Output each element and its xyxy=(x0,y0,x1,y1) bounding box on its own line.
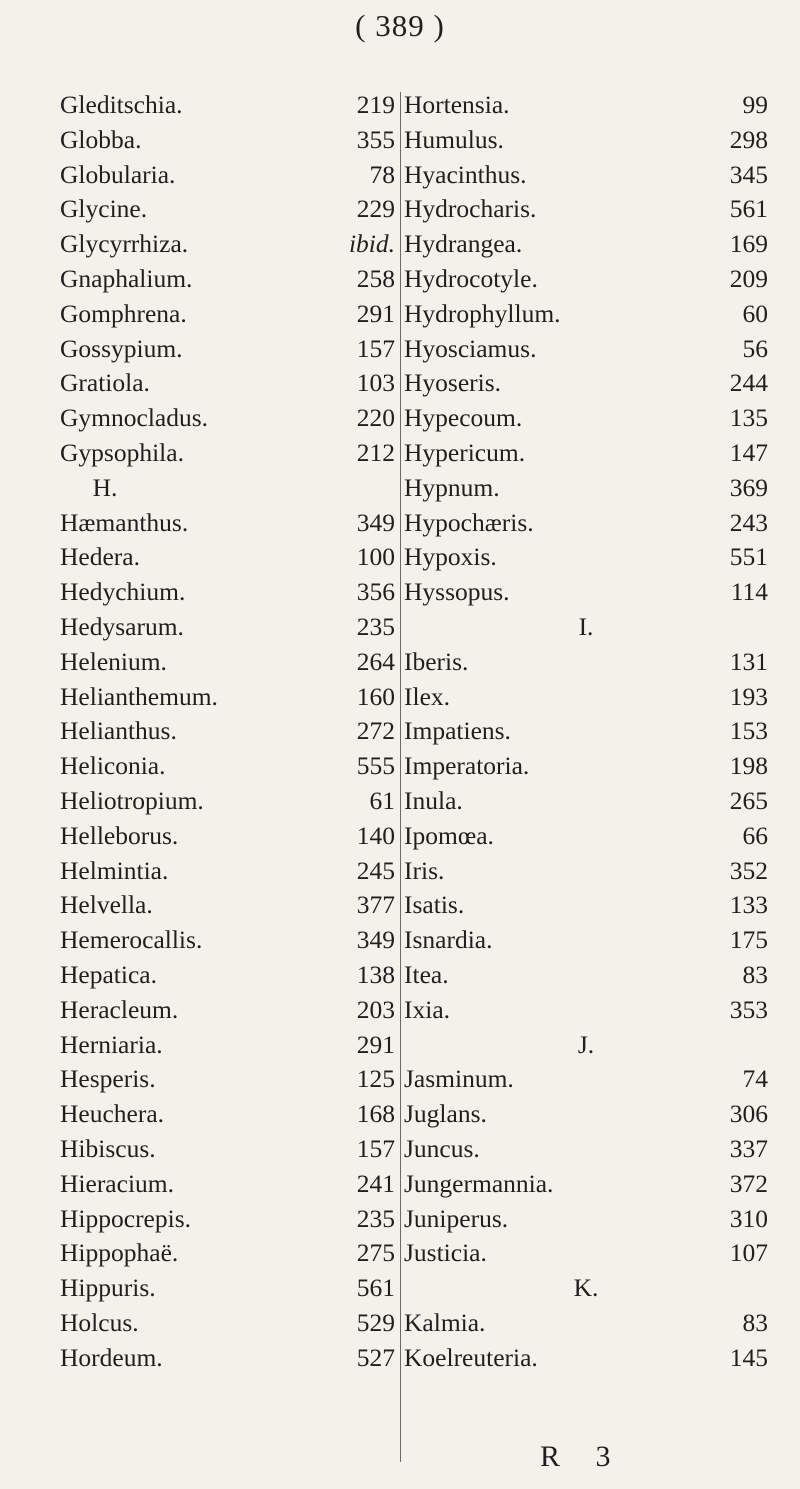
index-entry xyxy=(60,1236,395,1271)
page-reference: 160 xyxy=(356,681,395,711)
page-reference: 349 xyxy=(356,507,395,537)
page-reference: 245 xyxy=(356,855,395,885)
genus-name: Hippuris. xyxy=(60,1273,156,1303)
index-entry xyxy=(60,192,395,227)
index-entry xyxy=(60,1341,395,1376)
genus-name: Koelreuteria. xyxy=(404,1342,538,1372)
genus-name: Hypochæris. xyxy=(404,507,534,537)
page-reference: 529 xyxy=(356,1307,395,1337)
page-reference: ibid. xyxy=(348,229,395,259)
page-reference: 114 xyxy=(730,577,768,607)
genus-name: Heuchera. xyxy=(60,1099,165,1129)
genus-name: Helleborus. xyxy=(60,820,179,850)
page-reference: 74 xyxy=(742,1064,768,1094)
page-reference: 306 xyxy=(729,1099,768,1129)
index-entry xyxy=(404,1132,768,1167)
page-reference: 561 xyxy=(729,194,768,224)
page-reference: 193 xyxy=(729,681,768,711)
genus-name: Juncus. xyxy=(404,1133,480,1163)
page-reference: 369 xyxy=(729,472,768,502)
genus-name: Humulus. xyxy=(404,124,504,154)
index-entry xyxy=(404,749,768,784)
genus-name: Heliotropium. xyxy=(60,785,204,815)
genus-name: Ilex. xyxy=(404,681,451,711)
index-entry xyxy=(60,227,395,262)
genus-name: Hyoseris. xyxy=(404,368,502,398)
page-reference: 258 xyxy=(356,263,395,293)
genus-name: Imperatoria. xyxy=(404,751,530,781)
page-reference: 203 xyxy=(356,994,395,1024)
page-reference: 147 xyxy=(729,437,768,467)
page-reference: 103 xyxy=(356,368,395,398)
page-reference: 241 xyxy=(356,1168,395,1198)
genus-name: Hyacinthus. xyxy=(404,159,527,189)
index-entry xyxy=(404,123,768,158)
index-entry xyxy=(404,958,768,993)
page-reference: 153 xyxy=(729,716,768,746)
index-entry xyxy=(404,506,768,541)
page-reference: 56 xyxy=(742,333,768,363)
page-reference: 527 xyxy=(356,1342,395,1372)
index-entry xyxy=(60,262,395,297)
genus-name: Gossypium. xyxy=(60,333,183,363)
genus-name: Hydrangea. xyxy=(404,229,523,259)
section-letter: H. xyxy=(92,472,118,502)
page-reference: 229 xyxy=(356,194,395,224)
genus-name: Hydrophyllum. xyxy=(404,298,561,328)
signature-mark: R 3 xyxy=(540,1440,625,1473)
page-reference: 352 xyxy=(729,855,768,885)
page-reference: 235 xyxy=(356,1203,395,1233)
index-entry xyxy=(60,1028,395,1063)
index-entry xyxy=(404,401,768,436)
page-reference: 60 xyxy=(742,298,768,328)
index-entry xyxy=(60,575,395,610)
genus-name: Gnaphalium. xyxy=(60,263,193,293)
genus-name: Helenium. xyxy=(60,646,167,676)
genus-name: Hordeum. xyxy=(60,1342,163,1372)
page-reference: 133 xyxy=(729,890,768,920)
genus-name: Hedera. xyxy=(60,542,140,572)
index-entry xyxy=(404,1097,768,1132)
page-reference: 551 xyxy=(729,542,768,572)
index-entry xyxy=(404,540,768,575)
page-reference: 157 xyxy=(356,1133,395,1163)
page-reference: 349 xyxy=(356,925,395,955)
page-reference: 100 xyxy=(356,542,395,572)
genus-name: Helvella. xyxy=(60,890,153,920)
index-entry xyxy=(60,749,395,784)
genus-name: Heliconia. xyxy=(60,751,166,781)
page-reference: 168 xyxy=(356,1099,395,1129)
genus-name: Hæmanthus. xyxy=(60,507,189,537)
genus-name: Juniperus. xyxy=(404,1203,509,1233)
genus-name: Hemerocallis. xyxy=(60,925,203,955)
page-reference: 131 xyxy=(729,646,768,676)
page-reference: 66 xyxy=(742,820,768,850)
index-entry xyxy=(404,1306,768,1341)
index-entry xyxy=(60,297,395,332)
index-entry xyxy=(404,471,768,506)
page-reference: 145 xyxy=(729,1342,768,1372)
index-entry xyxy=(60,610,395,645)
page-reference: 356 xyxy=(356,577,395,607)
page-reference: 138 xyxy=(356,959,395,989)
index-entry xyxy=(60,714,395,749)
right-index-column xyxy=(404,88,768,1375)
section-letter-header xyxy=(404,1271,768,1306)
page-reference: 61 xyxy=(369,785,395,815)
genus-name: Globba. xyxy=(60,124,142,154)
index-entry xyxy=(404,297,768,332)
index-entry xyxy=(60,401,395,436)
index-entry xyxy=(60,540,395,575)
genus-name: Hyosciamus. xyxy=(404,333,537,363)
page-reference: 561 xyxy=(356,1273,395,1303)
index-entry xyxy=(404,158,768,193)
page-reference: 291 xyxy=(356,1029,395,1059)
index-entry xyxy=(60,332,395,367)
page-reference: 198 xyxy=(729,751,768,781)
index-entry xyxy=(60,436,395,471)
page-number: ( 389 ) xyxy=(355,8,445,43)
genus-name: Gomphrena. xyxy=(60,298,187,328)
genus-name: Jungermannia. xyxy=(404,1168,554,1198)
genus-name: Hydrocharis. xyxy=(404,194,537,224)
index-entry xyxy=(404,993,768,1028)
page-reference: 135 xyxy=(729,403,768,433)
index-entry xyxy=(404,262,768,297)
genus-name: Hieracium. xyxy=(60,1168,174,1198)
page-reference: 353 xyxy=(729,994,768,1024)
index-entry xyxy=(404,88,768,123)
genus-name: Hypecoum. xyxy=(404,403,523,433)
page-reference: 175 xyxy=(729,925,768,955)
page-reference: 169 xyxy=(729,229,768,259)
index-entry xyxy=(404,1236,768,1271)
genus-name: Hepatica. xyxy=(60,959,157,989)
genus-name: Kalmia. xyxy=(404,1307,486,1337)
index-entry xyxy=(60,680,395,715)
page-reference: 355 xyxy=(356,124,395,154)
page-reference: 291 xyxy=(356,298,395,328)
genus-name: Helmintia. xyxy=(60,855,169,885)
index-entry xyxy=(404,366,768,401)
genus-name: Ipomœa. xyxy=(404,820,494,850)
genus-name: Gratiola. xyxy=(60,368,150,398)
index-entry xyxy=(60,1306,395,1341)
index-entry xyxy=(404,227,768,262)
section-letter-header xyxy=(60,471,395,506)
column-divider xyxy=(400,92,401,1462)
genus-name: Hesperis. xyxy=(60,1064,156,1094)
genus-name: Jasminum. xyxy=(404,1064,514,1094)
section-letter: K. xyxy=(573,1273,599,1303)
page-reference: 157 xyxy=(356,333,395,363)
index-entry xyxy=(60,366,395,401)
index-entry xyxy=(60,1202,395,1237)
page-reference: 377 xyxy=(356,890,395,920)
page-reference: 83 xyxy=(742,1307,768,1337)
index-entry xyxy=(60,1167,395,1202)
genus-name: Hippophaë. xyxy=(60,1238,179,1268)
genus-name: Hyssopus. xyxy=(404,577,510,607)
genus-name: Isnardia. xyxy=(404,925,493,955)
page-reference: 345 xyxy=(729,159,768,189)
page-reference: 107 xyxy=(729,1238,768,1268)
genus-name: Hortensia. xyxy=(404,90,510,119)
genus-name: Herniaria. xyxy=(60,1029,163,1059)
index-entry xyxy=(404,1202,768,1237)
index-entry xyxy=(404,784,768,819)
page-reference: 265 xyxy=(729,785,768,815)
page-reference: 212 xyxy=(356,437,395,467)
genus-name: Hypoxis. xyxy=(404,542,497,572)
page-reference: 298 xyxy=(729,124,768,154)
page-reference: 125 xyxy=(356,1064,395,1094)
page-reference: 83 xyxy=(742,959,768,989)
genus-name: Impatiens. xyxy=(404,716,511,746)
index-entry xyxy=(60,854,395,889)
page-reference: 140 xyxy=(356,820,395,850)
index-entry xyxy=(60,819,395,854)
genus-name: Helianthus. xyxy=(60,716,177,746)
genus-name: Hippocrepis. xyxy=(60,1203,192,1233)
genus-name: Hedychium. xyxy=(60,577,186,607)
page-reference: 372 xyxy=(729,1168,768,1198)
genus-name: Juglans. xyxy=(404,1099,487,1129)
genus-name: Iberis. xyxy=(404,646,469,676)
index-entry xyxy=(404,575,768,610)
page-reference: 555 xyxy=(356,751,395,781)
page-reference: 337 xyxy=(729,1133,768,1163)
index-entry xyxy=(60,993,395,1028)
index-entry xyxy=(404,192,768,227)
genus-name: Heracleum. xyxy=(60,994,179,1024)
genus-name: Gleditschia. xyxy=(60,90,183,119)
index-entry xyxy=(60,958,395,993)
section-letter-header xyxy=(404,610,768,645)
index-entry xyxy=(404,819,768,854)
index-entry xyxy=(60,1271,395,1306)
index-entry xyxy=(404,923,768,958)
page-reference: 244 xyxy=(729,368,768,398)
index-entry xyxy=(60,1132,395,1167)
index-entry xyxy=(60,123,395,158)
index-entry xyxy=(404,436,768,471)
index-entry xyxy=(60,888,395,923)
genus-name: Glycyrrhiza. xyxy=(60,229,189,259)
page-reference: 310 xyxy=(729,1203,768,1233)
genus-name: Hypericum. xyxy=(404,437,526,467)
page-reference: 243 xyxy=(729,507,768,537)
left-index-column xyxy=(60,88,395,1375)
page-reference: 275 xyxy=(356,1238,395,1268)
genus-name: Ixia. xyxy=(404,994,451,1024)
page-reference: 219 xyxy=(356,90,395,119)
index-entry xyxy=(404,1062,768,1097)
genus-name: Isatis. xyxy=(404,890,465,920)
index-entry xyxy=(404,888,768,923)
page-reference: 209 xyxy=(729,263,768,293)
index-entry xyxy=(404,714,768,749)
index-entry xyxy=(60,645,395,680)
genus-name: Iris. xyxy=(404,855,445,885)
page-reference: 272 xyxy=(356,716,395,746)
index-entry xyxy=(60,1097,395,1132)
page-reference: 99 xyxy=(742,90,768,119)
index-entry xyxy=(404,1167,768,1202)
genus-name: Globularia. xyxy=(60,159,176,189)
index-entry xyxy=(404,854,768,889)
genus-name: Itea. xyxy=(404,959,449,989)
index-entry xyxy=(404,332,768,367)
section-letter: I. xyxy=(578,611,594,641)
genus-name: Holcus. xyxy=(60,1307,139,1337)
genus-name: Justicia. xyxy=(404,1238,487,1268)
section-letter: J. xyxy=(577,1029,595,1059)
genus-name: Glycine. xyxy=(60,194,148,224)
genus-name: Hypnum. xyxy=(404,472,500,502)
genus-name: Hydrocotyle. xyxy=(404,263,538,293)
genus-name: Gypsophila. xyxy=(60,437,184,467)
index-entry xyxy=(60,784,395,819)
genus-name: Hibiscus. xyxy=(60,1133,156,1163)
genus-name: Hedysarum. xyxy=(60,611,184,641)
index-entry xyxy=(60,88,395,123)
genus-name: Gymnocladus. xyxy=(60,403,209,433)
index-entry xyxy=(60,158,395,193)
index-entry xyxy=(404,645,768,680)
index-entry xyxy=(60,506,395,541)
genus-name: Helianthemum. xyxy=(60,681,218,711)
index-entry xyxy=(60,1062,395,1097)
genus-name: Inula. xyxy=(404,785,463,815)
page-reference: 264 xyxy=(356,646,395,676)
section-letter-header xyxy=(404,1028,768,1063)
index-entry xyxy=(404,680,768,715)
index-entry xyxy=(404,1341,768,1376)
page-reference: 220 xyxy=(356,403,395,433)
page-reference: 235 xyxy=(356,611,395,641)
index-entry xyxy=(60,923,395,958)
page-reference: 78 xyxy=(369,159,395,189)
